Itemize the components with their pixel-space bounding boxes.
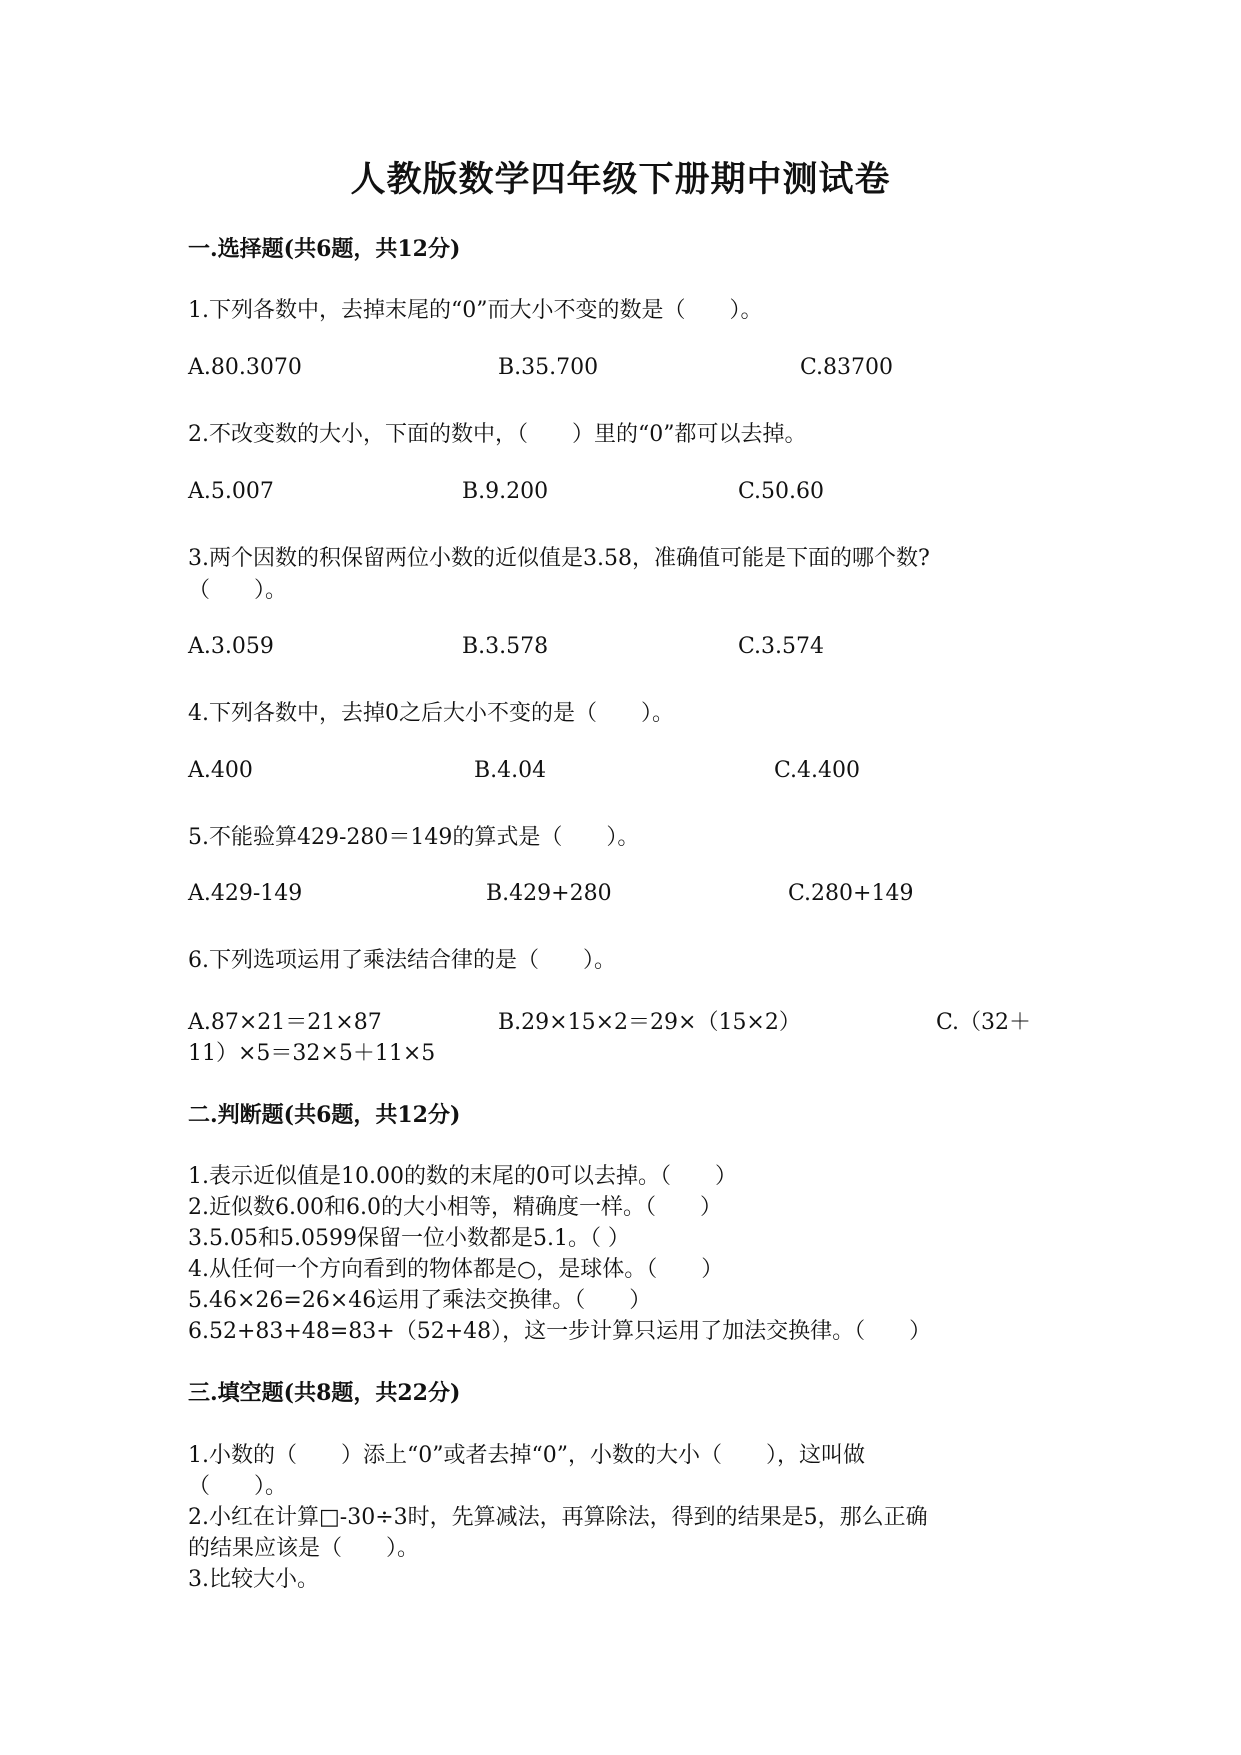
option-c: C.（32＋ [936,1010,1032,1035]
option-c: C.83700 [800,355,894,380]
option-b: B.3.578 [462,634,549,659]
question-text: 2.小红在计算□-30÷3时，先算减法，再算除法，得到的结果是5，那么正确 [188,1505,928,1530]
option-c-cont: 11）×5＝32×5＋11×5 [188,1041,436,1066]
option-a: A.429-149 [188,881,303,906]
question-text: 1.小数的（ ）添上“0”或者去掉“0”，小数的大小（ ），这叫做 [188,1443,865,1468]
question-text: 5.46×26=26×46运用了乘法交换律。（ ） [188,1288,652,1313]
question-text-cont: 的结果应该是（ ）。 [188,1536,420,1561]
option-b: B.29×15×2＝29×（15×2） [498,1010,801,1035]
question-text: 2.不改变数的大小，下面的数中，（ ）里的“0”都可以去掉。 [188,422,807,447]
question-text: 1.表示近似值是10.00的数的末尾的0可以去掉。（ ） [188,1164,737,1189]
option-c: C.280+149 [788,881,914,906]
question-text: 6.下列选项运用了乘法结合律的是（ ）。 [188,948,616,973]
section-heading-judge: 二.判断题(共6题，共12分) [188,1102,461,1128]
option-a: A.87×21＝21×87 [188,1010,382,1035]
question-text: 5.不能验算429-280＝149的算式是（ ）。 [188,825,640,850]
page-title: 人教版数学四年级下册期中测试卷 [350,159,891,200]
option-a: A.5.007 [188,479,274,504]
option-b: B.429+280 [486,881,612,906]
section-heading-fill: 三.填空题(共8题，共22分) [188,1380,461,1406]
option-b: B.35.700 [498,355,599,380]
option-c: C.4.400 [774,758,861,783]
question-text-cont: （ ）。 [188,578,288,603]
option-a: A.400 [188,758,253,783]
option-b: B.4.04 [474,758,547,783]
option-b: B.9.200 [462,479,549,504]
option-c: C.3.574 [738,634,825,659]
question-text: 3.比较大小。 [188,1567,319,1592]
question-text: 3.两个因数的积保留两位小数的近似值是3.58，准确值可能是下面的哪个数? [188,546,930,571]
question-text-cont: （ ）。 [188,1474,288,1499]
option-a: A.80.3070 [188,355,302,380]
question-text: 4.下列各数中，去掉0之后大小不变的是（ ）。 [188,701,674,726]
question-text: 1.下列各数中，去掉末尾的“0”而大小不变的数是（ ）。 [188,298,763,323]
option-a: A.3.059 [188,634,274,659]
question-text: 3.5.05和5.0599保留一位小数都是5.1。（ ） [188,1226,630,1251]
question-text: 4.从任何一个方向看到的物体都是○，是球体。（ ） [188,1257,724,1282]
section-heading-choice: 一.选择题(共6题，共12分) [188,236,461,262]
question-text: 2.近似数6.00和6.0的大小相等，精确度一样。（ ） [188,1195,722,1220]
question-text: 6.52+83+48=83+（52+48），这一步计算只运用了加法交换律。（ ） [188,1319,932,1344]
option-c: C.50.60 [738,479,825,504]
